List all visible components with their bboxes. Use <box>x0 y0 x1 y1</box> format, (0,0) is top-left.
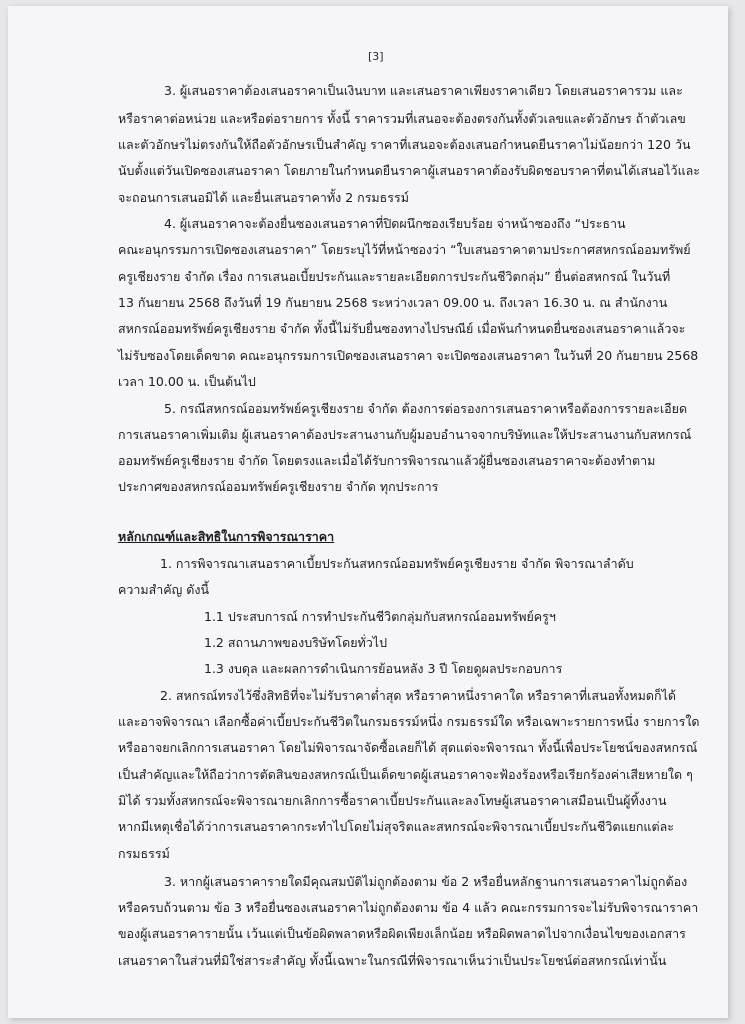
text-line: ความสำคัญ ดังนี้ <box>118 582 210 597</box>
text-line: กรมธรรม์ <box>118 846 170 861</box>
document-page <box>8 6 728 1018</box>
list-item: 1.1 ประสบการณ์ การทำประกันชีวิตกลุ่มกับสหกรณ์ออมทรัพย์ครูฯ <box>204 609 556 624</box>
text-line: ไม่รับซองโดยเด็ดขาด คณะอนุกรรมการเปิดซองเสนอราคา จะเปิดซองเสนอราคา ในวันที่ 20 กันยายน 2568 <box>118 348 699 363</box>
text-line: การเสนอราคาเพิ่มเติม ผู้เสนอราคาต้องประสานงานกับผู้มอบอำนาจจากบริษัทและให้ประสานงานกับสหกรณ์ <box>118 427 692 442</box>
text-line: เสนอราคาในส่วนที่มิใช่สาระสำคัญ ทั้งนี้เฉพาะในกรณีที่พิจารณาเห็นว่าเป็นประโยชน์ต่อสหกรณ์เท่านั้น <box>118 953 667 968</box>
text-line: เป็นสำคัญและให้ถือว่าการตัดสินของสหกรณ์เป็นเด็ดขาดผู้เสนอราคาจะฟ้องร้องหรือเรียกร้องค่าเสียหายใด ๆ <box>118 767 693 782</box>
text-line: สหกรณ์ออมทรัพย์ครูเชียงราย จำกัด ทั้งนี้ไม่รับยื่นซองทางไปรษณีย์ เมื่อพ้นกำหนดยื่นซองเสนอราคาแล้วจะ <box>118 321 686 336</box>
text-line: คณะอนุกรรมการเปิดซองเสนอราคา” โดยระบุไว้ที่หน้าซองว่า “ใบเสนอราคาตามประกาศสหกรณ์ออมทรัพย์ <box>118 242 691 257</box>
text-line: 2. สหกรณ์ทรงไว้ซึ่งสิทธิที่จะไม่รับราคาต่ำสุด หรือราคาหนึ่งราคาใด หรือราคาที่เสนอทั้งหมดก็ได้ <box>160 688 676 703</box>
text-line: หากมีเหตุเชื่อได้ว่าการเสนอราคากระทำไปโดยไม่สุจริตและสหกรณ์จะพิจารณาเบี้ยประกันชีวิตแยกแต่ละ <box>118 819 674 834</box>
text-line: 3. ผู้เสนอราคาต้องเสนอราคาเป็นเงินบาท และเสนอราคาเพียงราคาเดียว โดยเสนอราคารวม และ <box>164 83 683 98</box>
text-line: 5. กรณีสหกรณ์ออมทรัพย์ครูเชียงราย จำกัด ต้องการต่อรองการเสนอราคาหรือต้องการรายละเอียด <box>164 401 688 416</box>
text-line: ออมทรัพย์ครูเชียงราย จำกัด โดยตรงและเมื่อได้รับการพิจารณาแล้วผู้ยื่นซองเสนอราคาจะต้องทำตาม <box>118 453 656 468</box>
section-heading: หลักเกณฑ์และสิทธิในการพิจารณาราคา <box>118 529 335 544</box>
page-number: [3] <box>368 50 384 63</box>
list-item: 1.3 งบดุล และผลการดำเนินการย้อนหลัง 3 ปี โดยดูผลประกอบการ <box>204 661 563 676</box>
text-line: หรืออาจยกเลิกการเสนอราคา โดยไม่พิจารณาจัดซื้อเลยก็ได้ สุดแต่จะพิจารณา ทั้งนี้เพื่อประโยชน์ของสหกรณ์ <box>118 740 698 755</box>
text-line: หรือราคาต่อหน่วย และหรือต่อรายการ ทั้งนี้ ราคารวมที่เสนอจะต้องตรงกันทั้งตัวเลขและตัวอักษร ถ้าตัวเลข <box>118 111 686 126</box>
text-line: 13 กันยายน 2568 ถึงวันที่ 19 กันยายน 2568 ระหว่างเวลา 09.00 น. ถึงเวลา 16.30 น. ณ สำนักงาน <box>118 295 668 310</box>
text-line: นับตั้งแต่วันเปิดซองเสนอราคา โดยภายในกำหนดยืนราคาผู้เสนอราคาต้องรับผิดชอบราคาที่ตนได้เสนอไว้และ <box>118 163 701 178</box>
text-line: 4. ผู้เสนอราคาจะต้องยื่นซองเสนอราคาที่ปิดผนึกซองเรียบร้อย จ่าหน้าซองถึง “ประธาน <box>164 216 626 231</box>
list-item: 1.2 สถานภาพของบริษัทโดยทั่วไป <box>204 635 388 650</box>
text-line: ประกาศของสหกรณ์ออมทรัพย์ครูเชียงราย จำกัด ทุกประการ <box>118 479 439 494</box>
text-line: และตัวอักษรไม่ตรงกันให้ถือตัวอักษรเป็นสำคัญ ราคาที่เสนอจะต้องเสนอกำหนดยืนราคาไม่น้อยกว่า 120 วัน <box>118 137 691 152</box>
text-line: และอาจพิจารณา เลือกซื้อค่าเบี้ยประกันชีวิตในกรมธรรม์หนึ่ง กรมธรรม์ใด หรือเฉพาะรายการหนึ่ง รายการใด <box>118 714 700 729</box>
text-line: มิได้ รวมทั้งสหกรณ์จะพิจารณายกเลิกการซื้อราคาเบี้ยประกันและลงโทษผู้เสนอราคาเสมือนเป็นผู้ทิ้งงาน <box>118 793 667 808</box>
text-line: จะถอนการเสนอมิได้ และยื่นเสนอราคาทั้ง 2 กรมธรรม์ <box>118 190 409 205</box>
text-line: 3. หากผู้เสนอราคารายใดมีคุณสมบัติไม่ถูกต้องตาม ข้อ 2 หรือยื่นหลักฐานการเสนอราคาไม่ถูกต้อง <box>164 874 688 889</box>
text-line: ของผู้เสนอราคารายนั้น เว้นแต่เป็นข้อผิดพลาดหรือผิดเพียงเล็กน้อย หรือผิดพลาดไปจากเงื่อนไขของเอกสาร <box>118 926 686 941</box>
text-line: เวลา 10.00 น. เป็นต้นไป <box>118 374 256 389</box>
text-line: ครูเชียงราย จำกัด เรื่อง การเสนอเบี้ยประกันและรายละเอียดการประกันชีวิตกลุ่ม” ยื่นต่อสหกรณ์ ในวันที่ <box>118 269 671 284</box>
text-line: 1. การพิจารณาเสนอราคาเบี้ยประกันสหกรณ์ออมทรัพย์ครูเชียงราย จำกัด พิจารณาลำดับ <box>160 556 634 571</box>
text-line: หรือครบถ้วนตาม ข้อ 3 หรือยื่นซองเสนอราคาไม่ถูกต้องตาม ข้อ 4 แล้ว คณะกรรมการจะไม่รับพิจารณาราคา <box>118 900 699 915</box>
